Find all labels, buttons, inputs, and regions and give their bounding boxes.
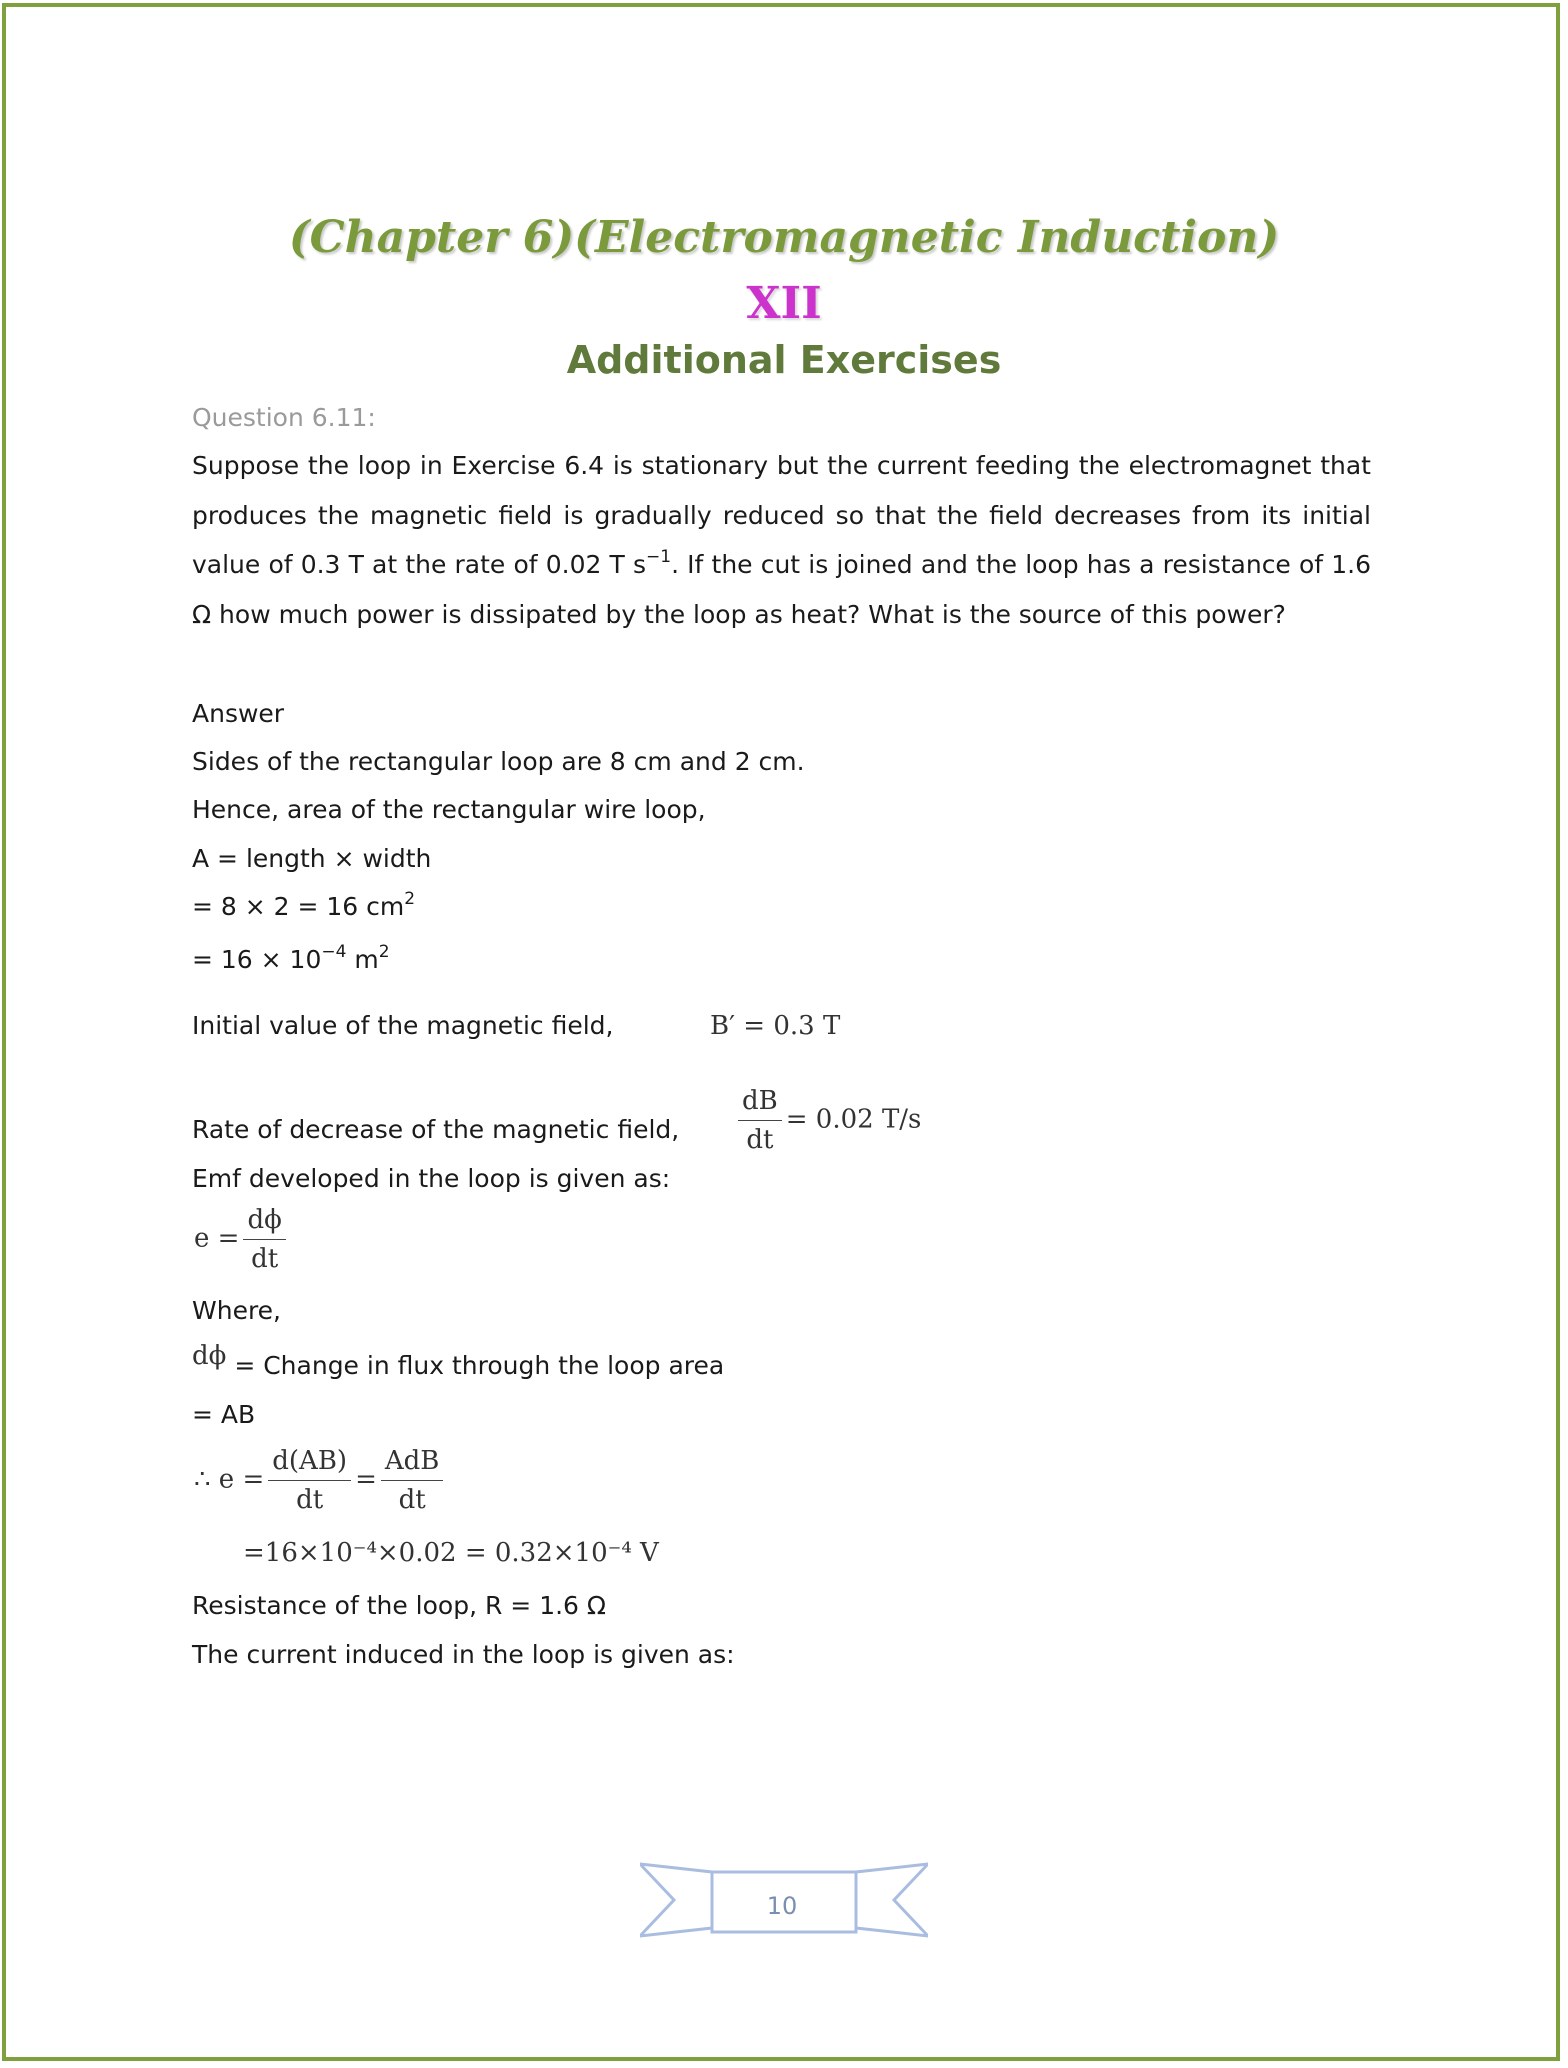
area-calc-1-text: = 8 × 2 = 16 cm <box>192 892 405 921</box>
area-calc-2-unit: m <box>346 945 379 974</box>
area-calc-1-sup: 2 <box>404 888 416 909</box>
therefore-fraction-1-num: d(AB) <box>268 1446 351 1481</box>
current-intro: The current induced in the loop is given as: <box>192 1640 735 1669</box>
therefore-lhs: ∴ e = <box>194 1464 265 1495</box>
ribbon-left-tail <box>640 1864 712 1936</box>
therefore-fraction-2-num: AdB <box>381 1446 444 1481</box>
area-calc-2-exp: −4 <box>321 941 347 962</box>
emf-fraction <box>243 1205 285 1274</box>
dphi-symbol: dϕ <box>192 1341 227 1371</box>
area-calc-2-text: = 16 × 10 <box>192 945 322 974</box>
eq-ab: = AB <box>192 1400 256 1429</box>
emf-equation <box>194 1205 290 1274</box>
emf-lhs: e = <box>194 1223 240 1254</box>
initial-field-equation: B′ = 0.3 T <box>710 1011 841 1041</box>
answer-area-intro: Hence, area of the rectangular wire loop, <box>192 795 706 824</box>
answer-sides: Sides of the rectangular loop are 8 cm and 2 cm. <box>192 747 805 776</box>
emf-fraction-num: dϕ <box>243 1205 285 1240</box>
section-title: Additional Exercises <box>566 338 1002 382</box>
therefore-fraction-2-den: dt <box>398 1485 426 1515</box>
where-label: Where, <box>192 1296 282 1325</box>
question-label: Question 6.11: <box>192 403 376 432</box>
initial-field-label: Initial value of the magnetic field, <box>192 1011 614 1040</box>
rate-fraction <box>738 1086 782 1155</box>
page-number: 10 <box>766 1892 798 1920</box>
therefore-eq-sign: = <box>355 1464 377 1495</box>
answer-area-calc-2 <box>192 941 390 975</box>
chapter-title: (Chapter 6)(Electromagnetic Induction) <box>288 212 1280 263</box>
therefore-fraction-1 <box>268 1446 351 1515</box>
answer-area-formula: A = length × width <box>192 844 432 873</box>
ribbon-right-tail <box>856 1864 928 1936</box>
dphi-description: = Change in flux through the loop area <box>234 1351 725 1380</box>
calc-result: =16×10⁻⁴×0.02 = 0.32×10⁻⁴ V <box>243 1538 659 1568</box>
answer-area-calc-1 <box>192 888 416 922</box>
rate-value: = 0.02 T/s <box>785 1104 922 1135</box>
question-text-part2: . If the cut is joined and the loop has a resistance of 1.6 Ω how much power is dissipated by the loop as heat? What is the source of this power? <box>192 550 1371 629</box>
resistance-line: Resistance of the loop, R = 1.6 Ω <box>192 1591 607 1620</box>
answer-label: Answer <box>192 699 285 728</box>
dphi-line <box>192 1341 725 1381</box>
emf-label: Emf developed in the loop is given as: <box>192 1164 671 1193</box>
question-text-superscript: −1 <box>646 546 672 567</box>
class-label: XII <box>746 278 822 329</box>
question-text-part1: Suppose the loop in Exercise 6.4 is stationary but the current feeding the electromagnet that produces the magnetic field is gradually reduced so that the field decreases from its initial value of 0.3 T at the rate of 0.02 T s <box>192 451 1371 579</box>
emf-fraction-den: dt <box>251 1244 279 1274</box>
rate-label: Rate of decrease of the magnetic field, <box>192 1115 680 1144</box>
question-text <box>192 441 1371 639</box>
therefore-equation <box>194 1446 447 1515</box>
rate-equation <box>734 1086 921 1155</box>
therefore-fraction-1-den: dt <box>296 1485 324 1515</box>
rate-fraction-num: dB <box>738 1086 782 1121</box>
rate-fraction-den: dt <box>746 1125 774 1155</box>
therefore-fraction-2 <box>381 1446 444 1515</box>
area-calc-2-unit-sup: 2 <box>378 941 390 962</box>
